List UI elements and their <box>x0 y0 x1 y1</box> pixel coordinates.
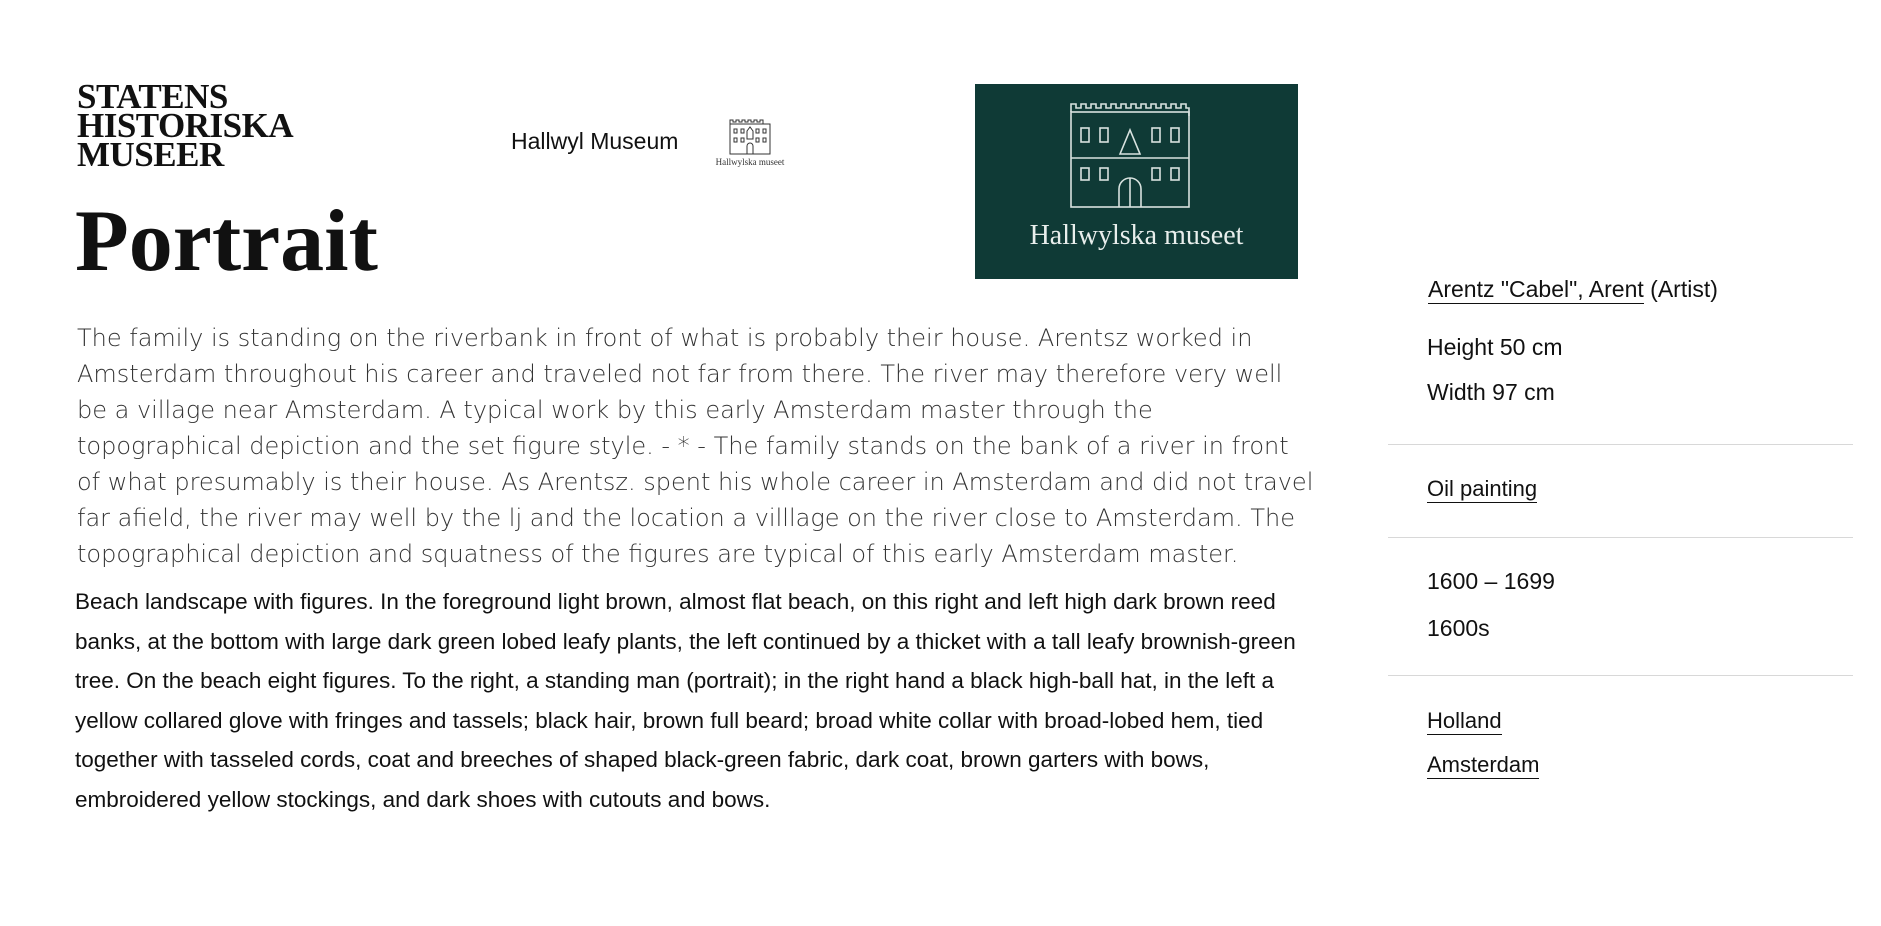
technique-link[interactable]: Oil painting <box>1427 476 1538 501</box>
technique-row <box>1427 476 1537 502</box>
century: 1600s <box>1427 615 1490 641</box>
divider <box>1388 444 1853 445</box>
hallwyl-banner-image <box>975 84 1298 279</box>
divider <box>1388 537 1853 538</box>
logo-line: MUSEER <box>77 135 224 174</box>
artwork-description-secondary: Beach landscape with figures. In the foreground light brown, almost flat beach, on this right and left high dark brown reed banks, at the bottom with large dark green lobed leafy plants, the left continued by a thicket with a tall leafy brownish-green tree. On the beach eight figures. To the right, a standing man (portrait); in the right hand a black high-ball hat, in the left a yellow collared glove with fringes and tassels; black hair, brown full beard; broad white collar with broad-lobed hem, tied together with tasseled cords, coat and breeches of shaped black-green fabric, dark coat, brown garters with bows, embroidered yellow stockings, and dark shoes with cutouts and bows. <box>75 589 1296 812</box>
height-value: Height 50 cm <box>1427 334 1563 360</box>
museum-name[interactable]: Hallwyl Museum <box>511 128 679 154</box>
country-link[interactable]: Holland <box>1427 708 1502 733</box>
statens-historiska-museer-logo[interactable] <box>77 77 294 174</box>
banner-caption: Hallwylska museet <box>1029 220 1244 251</box>
logo-line: HISTORISKA <box>77 106 294 145</box>
divider <box>1388 675 1853 676</box>
logo-line: STATENS <box>77 77 228 116</box>
city-row <box>1427 752 1539 778</box>
artwork-description-primary: The family is standing on the riverbank in front of what is probably their house. Arentsz worked in Amsterdam throughout his career and traveled not far from there. The river may therefore very well be a village near Amsterdam. A typical work by this early Amsterdam master through the topographical depiction and the set figure style. - * - The family stands on the bank of a river in front of what presumably is their house. As Arentsz. spent his whole career in Amsterdam and did not travel far afield, the river may well by the lj and the location a villlage on the river close to Amsterdam. The topographical depiction and squatness of the figures are typical of this early Amsterdam master. <box>77 324 1314 568</box>
small-logo-caption: Hallwylska museet <box>715 157 785 167</box>
artist-link[interactable]: Arentz "Cabel", Arent <box>1428 276 1644 302</box>
date-range: 1600 – 1699 <box>1427 568 1555 594</box>
width-value: Width 97 cm <box>1427 379 1555 405</box>
city-link[interactable]: Amsterdam <box>1427 752 1540 777</box>
country-row <box>1427 708 1502 734</box>
page-title: Portrait <box>75 193 378 290</box>
artist-row <box>1428 276 1718 303</box>
artist-role: (Artist) <box>1650 276 1718 302</box>
